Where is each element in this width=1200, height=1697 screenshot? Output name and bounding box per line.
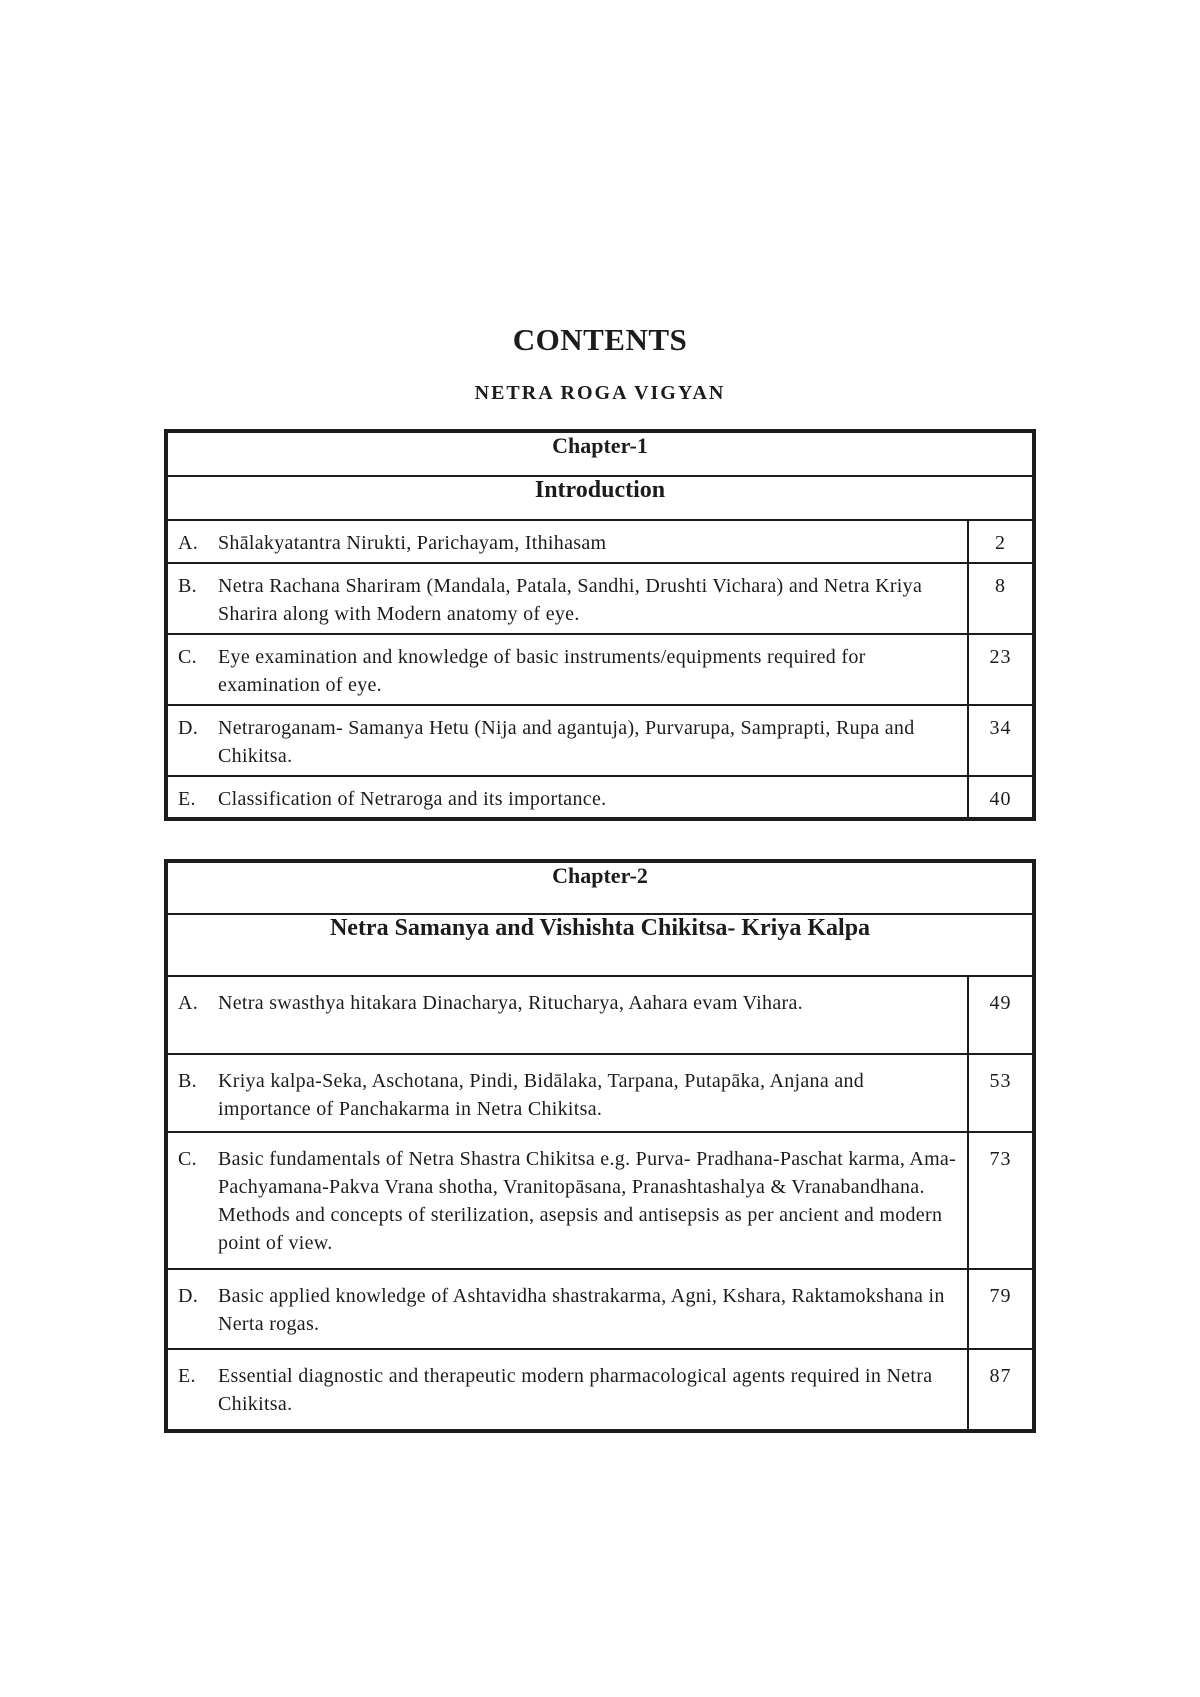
toc-entry[interactable] <box>166 1132 1034 1269</box>
entry-letter: B. <box>178 1070 197 1092</box>
toc-entry[interactable] <box>166 705 1034 776</box>
entry-letter: E. <box>178 788 196 810</box>
toc-entry[interactable] <box>166 563 1034 634</box>
entry-text: Netra swasthya hitakara Dinacharya, Ritucharya, Aahara evam Vihara. <box>218 992 803 1014</box>
entry-page-number: 40 <box>968 776 1034 819</box>
chapter-title: Netra Samanya and Vishishta Chikitsa- Kriya Kalpa <box>166 914 1034 976</box>
toc-entry[interactable] <box>166 1349 1034 1431</box>
toc-entry[interactable] <box>166 634 1034 705</box>
entry-letter: E. <box>178 1365 196 1387</box>
chapter-number: Chapter-1 <box>166 431 1034 476</box>
entry-page-number: 87 <box>968 1349 1034 1431</box>
entry-text: Netra Rachana Shariram (Mandala, Patala, Sandhi, Drushti Vichara) and Netra Kriya Sharira along with Modern anatomy of eye. <box>218 575 923 625</box>
entry-text: Classification of Netraroga and its importance. <box>218 788 607 810</box>
entry-letter: D. <box>178 717 199 739</box>
entry-page-number: 49 <box>968 976 1034 1054</box>
toc-entry[interactable] <box>166 1269 1034 1349</box>
entry-page-number: 2 <box>968 520 1034 563</box>
entry-text: Basic fundamentals of Netra Shastra Chikitsa e.g. Purva- Pradhana-Paschat karma, Ama-Pachyamana-Pakva Vrana shotha, Vranitopāsana, Pranashtashalya & Vranabandhana. Methods and concepts of sterilization, asepsis and antisepsis as per ancient and modern point of view. <box>218 1148 957 1254</box>
entry-page-number: 73 <box>968 1132 1034 1269</box>
toc-entry[interactable] <box>166 776 1034 819</box>
entry-page-number: 79 <box>968 1269 1034 1349</box>
entry-text: Kriya kalpa-Seka, Aschotana, Pindi, Bidālaka, Tarpana, Putapāka, Anjana and importance of Panchakarma in Netra Chikitsa. <box>218 1070 865 1120</box>
book-subtitle: NETRA ROGA VIGYAN <box>474 382 726 404</box>
chapter-1-table <box>164 429 1036 821</box>
entry-page-number: 53 <box>968 1054 1034 1132</box>
page-title: CONTENTS <box>512 322 688 357</box>
toc-entry[interactable] <box>166 1054 1034 1132</box>
chapter-title: Introduction <box>166 476 1034 520</box>
entry-page-number: 23 <box>968 634 1034 705</box>
entry-page-number: 34 <box>968 705 1034 776</box>
toc-entry[interactable] <box>166 976 1034 1054</box>
entry-letter: B. <box>178 575 197 597</box>
entry-text: Netraroganam- Samanya Hetu (Nija and agantuja), Purvarupa, Samprapti, Rupa and Chikitsa. <box>218 717 915 767</box>
entry-letter: C. <box>178 1148 197 1170</box>
entry-page-number: 8 <box>968 563 1034 634</box>
entry-letter: C. <box>178 646 197 668</box>
entry-letter: D. <box>178 1285 199 1307</box>
toc-entry[interactable] <box>166 520 1034 563</box>
entry-text: Basic applied knowledge of Ashtavidha shastrakarma, Agni, Kshara, Raktamokshana in Nerta rogas. <box>218 1285 945 1335</box>
chapter-2-table <box>164 859 1036 1433</box>
chapter-number: Chapter-2 <box>166 861 1034 914</box>
entry-text: Shālakyatantra Nirukti, Parichayam, Ithihasam <box>218 532 607 554</box>
entry-letter: A. <box>178 992 199 1014</box>
entry-text: Essential diagnostic and therapeutic modern pharmacological agents required in Netra Chikitsa. <box>218 1365 933 1415</box>
entry-text: Eye examination and knowledge of basic instruments/equipments required for examination of eye. <box>218 646 866 696</box>
entry-letter: A. <box>178 532 199 554</box>
